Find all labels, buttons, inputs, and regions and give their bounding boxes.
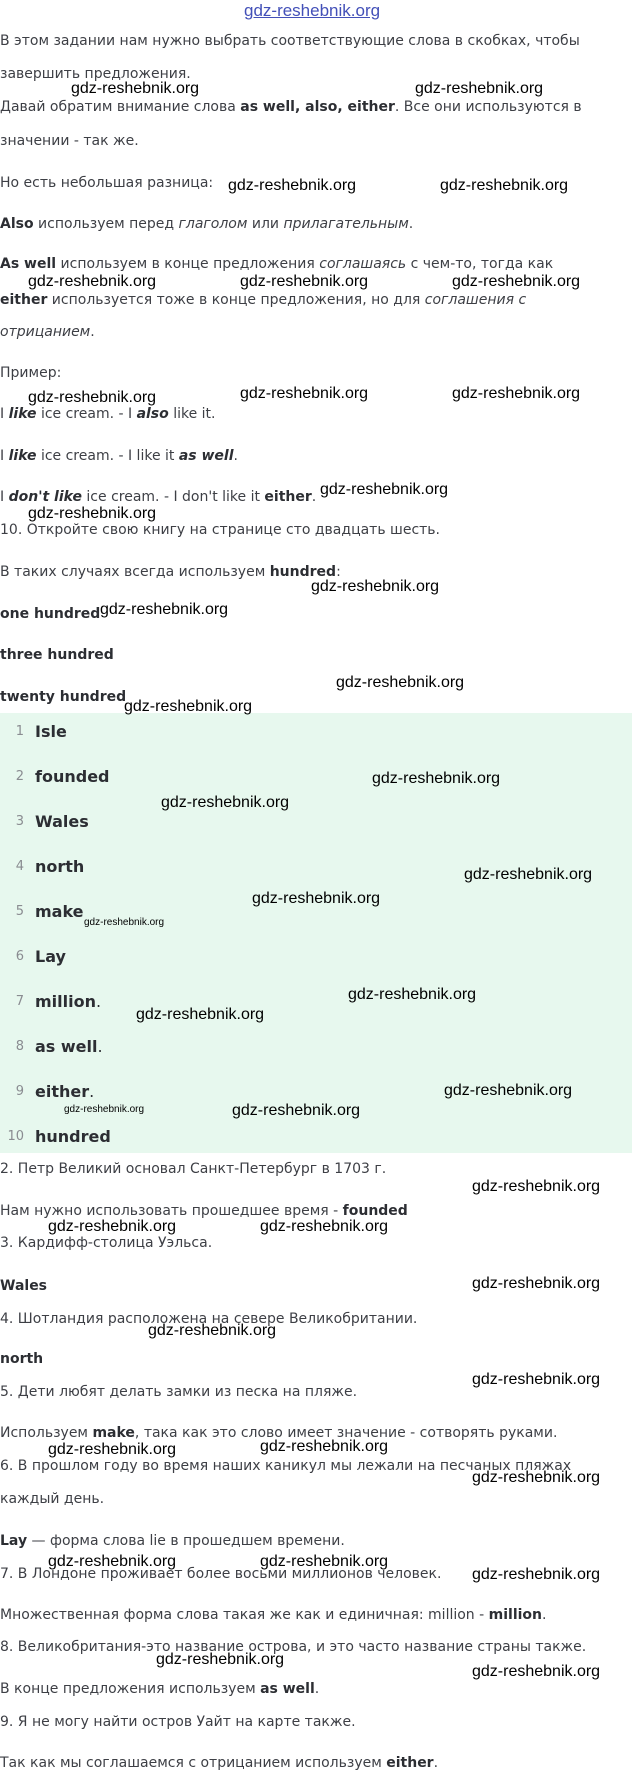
explain-line: 8. Великобритания-это название острова, и это часто название страны также. <box>0 1639 587 1655</box>
watermark: gdz-reshebnik.org <box>452 273 581 290</box>
watermark: gdz-reshebnik.org <box>100 601 229 618</box>
explain-line: Множественная форма слова такая же как и единичная: million - million. <box>0 1607 547 1623</box>
watermark: gdz-reshebnik.org <box>28 389 157 406</box>
watermark: gdz-reshebnik.org <box>472 1275 601 1292</box>
watermark: gdz-reshebnik.org <box>28 273 157 290</box>
example-line: I like ice cream. - I also like it. <box>0 406 216 422</box>
explain-line: Wales <box>0 1278 48 1294</box>
explain-line: north <box>0 1351 44 1367</box>
watermark: gdz-reshebnik.org <box>472 1566 601 1583</box>
task-line: В таких случаях всегда используем hundred: <box>0 564 341 580</box>
intro-line: As well используем в конце предложения соглашаясь с чем-то, тогда как <box>0 256 554 272</box>
watermark: gdz-reshebnik.org <box>472 1178 601 1195</box>
explain-line: Нам нужно использовать прошедшее время - founded <box>0 1203 408 1219</box>
watermark: gdz-reshebnik.org <box>28 505 157 522</box>
watermark: gdz-reshebnik.org <box>48 1218 177 1235</box>
explain-line: 4. Шотландия расположена на севере Великобритании. <box>0 1311 418 1327</box>
explain-line: Так как мы соглашаемся с отрицанием используем either. <box>0 1755 439 1771</box>
explain-line: Используем make, така как это слово имеет значение - сотворять руками. <box>0 1425 558 1441</box>
intro-line: В этом задании нам нужно выбрать соответствующие слова в скобках, чтобы <box>0 33 580 49</box>
hundred-example: three hundred <box>0 647 114 663</box>
example-line: I don't like ice cream. - I don't like it either. <box>0 489 317 505</box>
intro-line: either используется тоже в конце предложения, но для соглашения с <box>0 292 527 308</box>
watermark: gdz-reshebnik.org <box>472 1371 601 1388</box>
hundred-example: twenty hundred <box>0 689 127 705</box>
intro-line: завершить предложения. <box>0 66 191 82</box>
watermark: gdz-reshebnik.org <box>124 698 253 715</box>
example-line: I like ice cream. - I like it as well. <box>0 448 238 464</box>
watermark: gdz-reshebnik.org <box>452 385 581 402</box>
watermark: gdz-reshebnik.org <box>240 273 369 290</box>
watermark: gdz-reshebnik.org <box>320 481 449 498</box>
explain-line: 5. Дети любят делать замки из песка на пляже. <box>0 1384 358 1400</box>
explain-line: каждый день. <box>0 1491 105 1507</box>
watermark: gdz-reshebnik.org <box>260 1438 389 1455</box>
watermark: gdz-reshebnik.org <box>472 1469 601 1486</box>
watermark: gdz-reshebnik.org <box>260 1553 389 1570</box>
explain-line: 2. Петр Великий основал Санкт-Петербург в 1703 г. <box>0 1161 387 1177</box>
explain-line: 3. Кардифф-столица Уэльса. <box>0 1235 213 1251</box>
watermark: gdz-reshebnik.org <box>472 1663 601 1680</box>
explain-line: 7. В Лондоне проживает более восьми миллионов человек. <box>0 1566 442 1582</box>
explain-line: В конце предложения используем as well. <box>0 1681 320 1697</box>
site-header-link[interactable]: gdz-reshebnik.org <box>244 1 381 20</box>
watermark: gdz-reshebnik.org <box>260 1218 389 1235</box>
explain-line: 6. В прошлом году во время наших каникул мы лежали на песчаных пляжах <box>0 1458 572 1474</box>
explain-line: Lay — форма слова lie в прошедшем времени. <box>0 1533 345 1549</box>
intro-line: Но есть небольшая разница: <box>0 175 214 191</box>
watermark: gdz-reshebnik.org <box>136 1006 265 1023</box>
watermark: gdz-reshebnik.org <box>71 80 200 97</box>
watermark: gdz-reshebnik.org <box>311 578 440 595</box>
watermark: gdz-reshebnik.org <box>48 1441 177 1458</box>
watermark: gdz-reshebnik.org <box>415 80 544 97</box>
watermark: gdz-reshebnik.org <box>240 385 369 402</box>
intro-line: Пример: <box>0 365 62 381</box>
watermark: gdz-reshebnik.org <box>336 674 465 691</box>
watermark: gdz-reshebnik.org <box>161 794 290 811</box>
watermark: gdz-reshebnik.org <box>372 770 501 787</box>
watermark: gdz-reshebnik.org <box>148 1322 277 1339</box>
explain-line: 9. Я не могу найти остров Уайт на карте также. <box>0 1714 356 1730</box>
watermark: gdz-reshebnik.org <box>252 890 381 907</box>
hundred-example: one hundred <box>0 606 101 622</box>
intro-line: Давай обратим внимание слова as well, also, either. Все они используются в <box>0 99 582 115</box>
watermark: gdz-reshebnik.org <box>48 1553 177 1570</box>
watermark: gdz-reshebnik.org <box>64 1104 145 1115</box>
watermark: gdz-reshebnik.org <box>464 866 593 883</box>
watermark: gdz-reshebnik.org <box>156 1651 285 1668</box>
watermark: gdz-reshebnik.org <box>348 986 477 1003</box>
watermark: gdz-reshebnik.org <box>444 1082 573 1099</box>
intro-line: отрицанием. <box>0 324 95 340</box>
task-line: 10. Откройте свою книгу на странице сто двадцать шесть. <box>0 522 441 538</box>
intro-line: Also используем перед глаголом или прилагательным. <box>0 216 414 232</box>
intro-line: значении - так же. <box>0 133 139 149</box>
watermark: gdz-reshebnik.org <box>440 177 569 194</box>
watermark: gdz-reshebnik.org <box>228 177 357 194</box>
watermark: gdz-reshebnik.org <box>84 917 165 928</box>
watermark: gdz-reshebnik.org <box>232 1102 361 1119</box>
